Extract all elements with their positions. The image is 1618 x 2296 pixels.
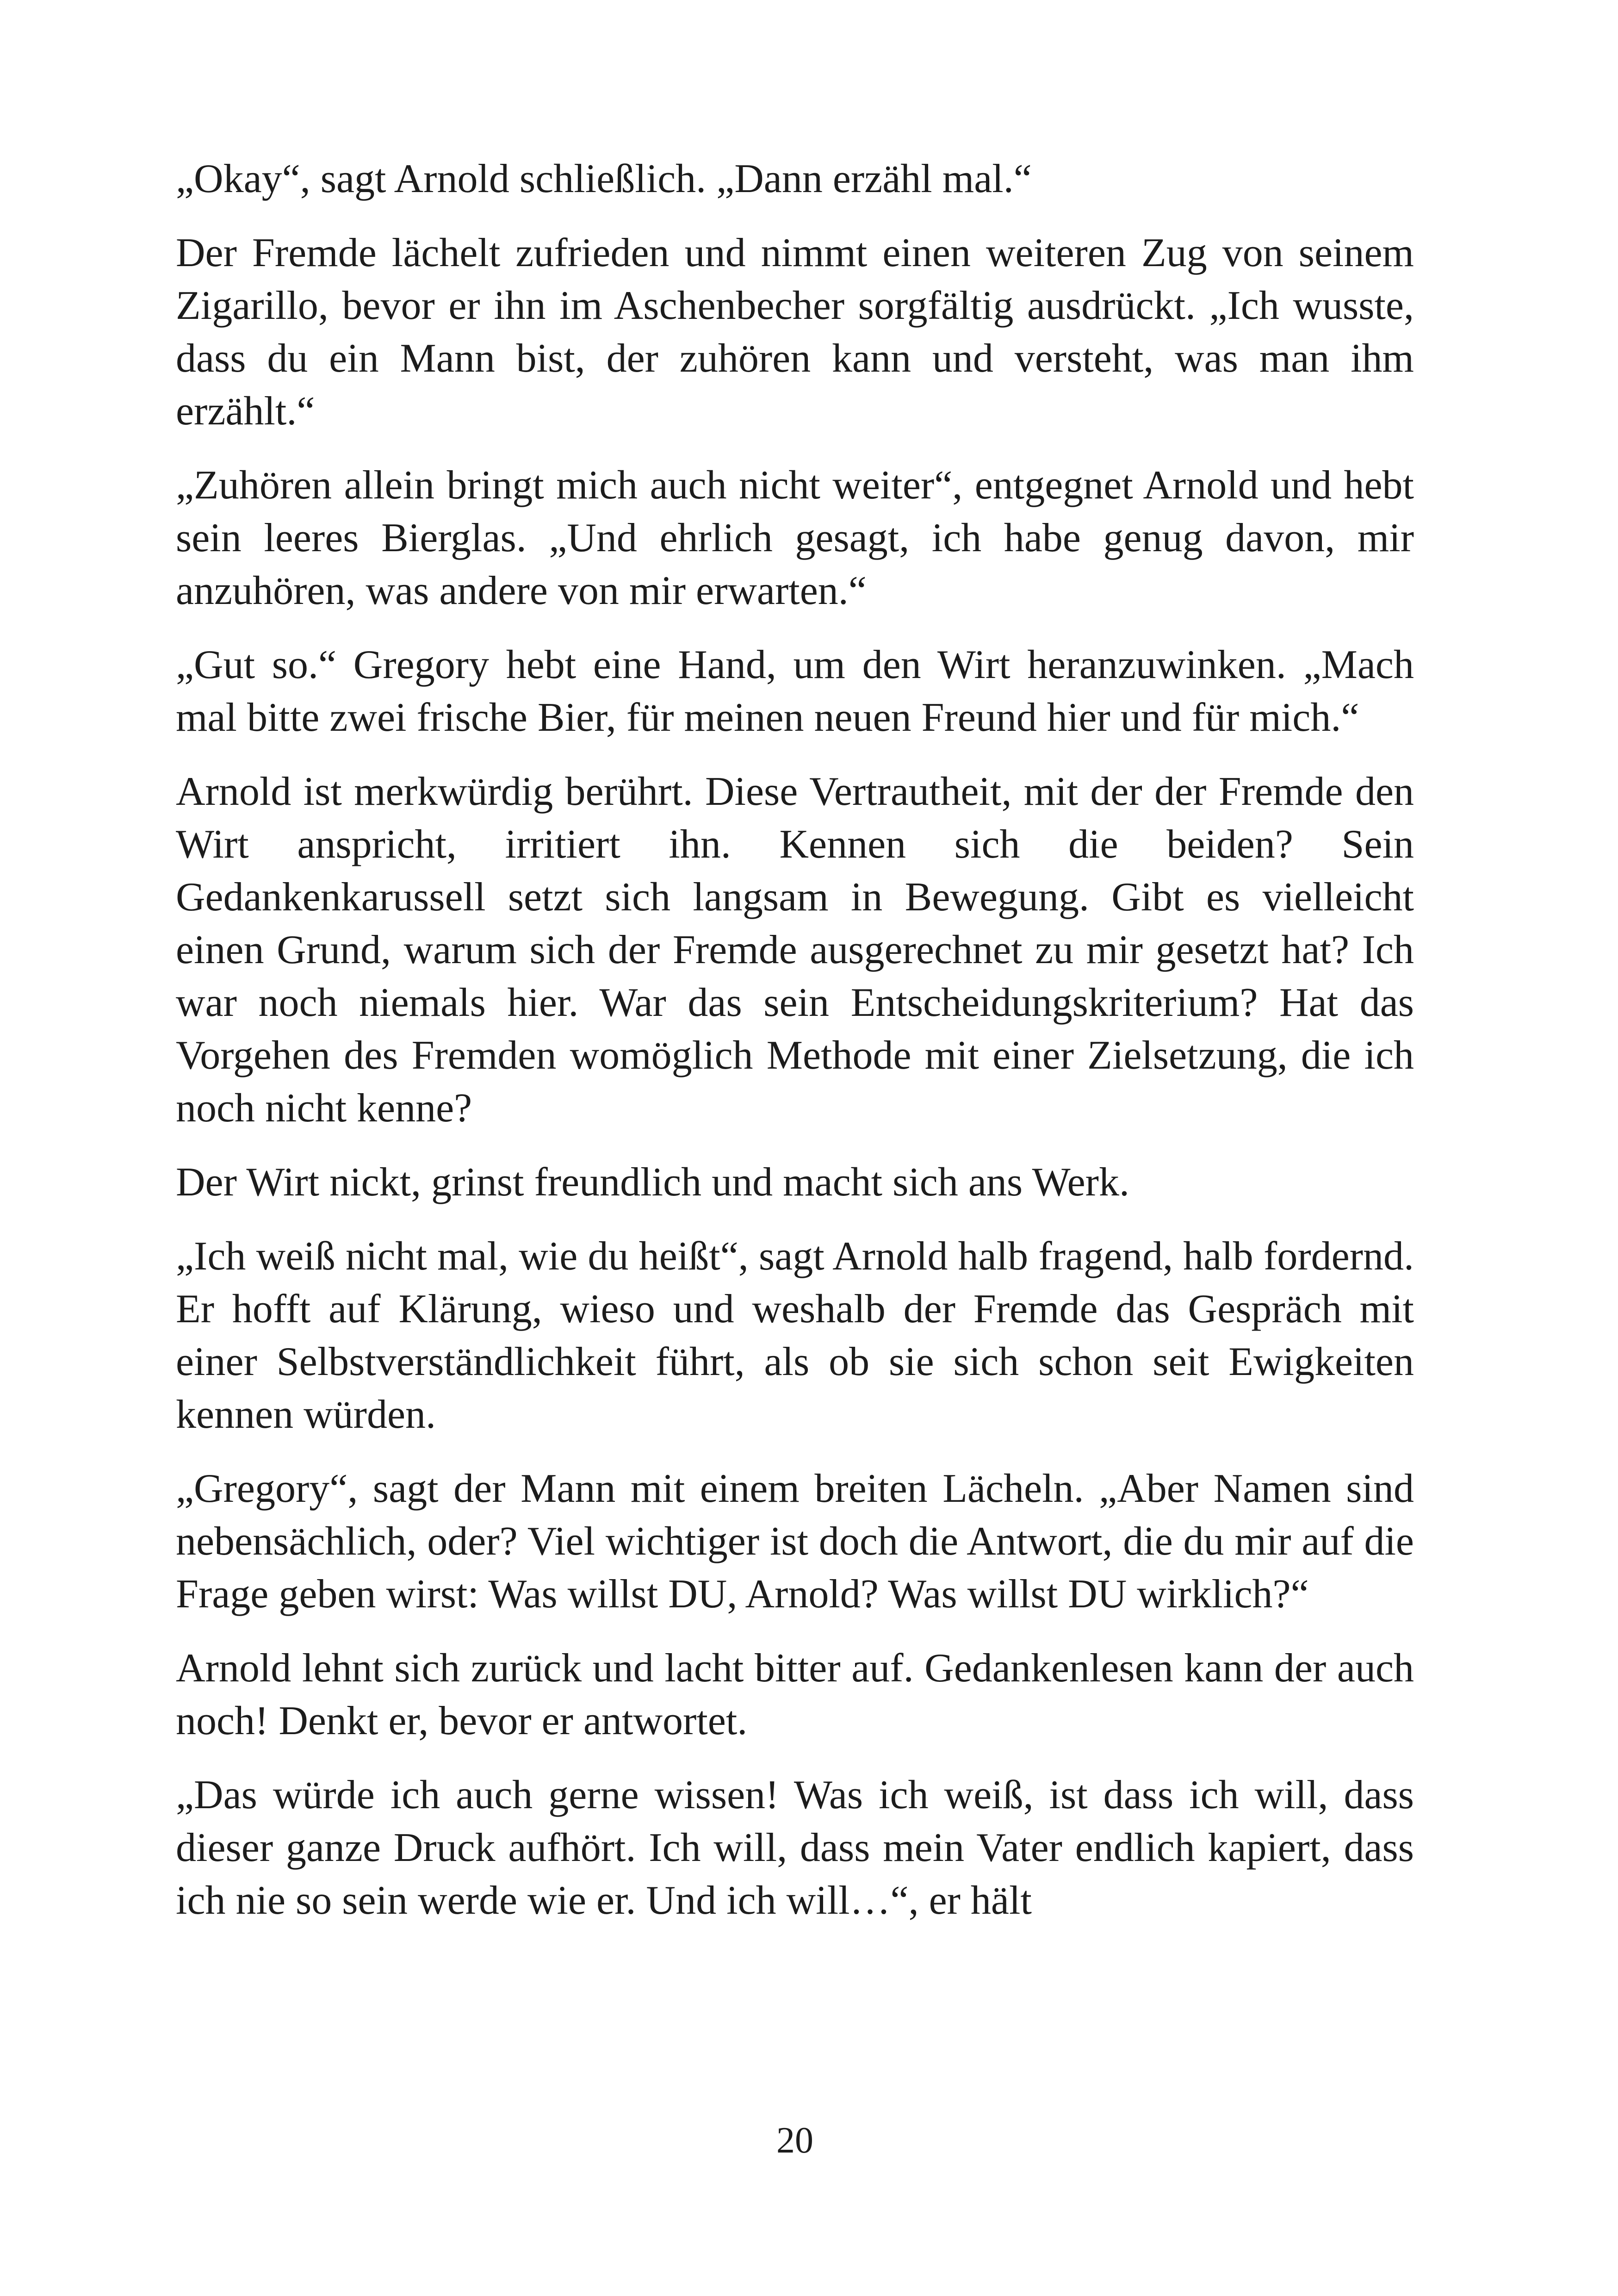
paragraph: Arnold ist merkwürdig berührt. Diese Vertrautheit, mit der der Fremde den Wirt anspricht, irritiert ihn. Kennen sich die beiden? Sein Gedankenkarussell setzt sich langsam in Bewegung. Gibt es vielleicht einen Grund, warum sich der Fremde ausgerechnet zu mir gesetzt hat? Ich war noch niemals hier. War das sein Entscheidungskriterium? Hat das Vorgehen des Fremden womöglich Methode mit einer Zielsetzung, die ich noch nicht kenne? — [176, 769, 1414, 1131]
paragraph: „Das würde ich auch gerne wissen! Was ich weiß, ist dass ich will, dass dieser ganze Druck aufhört. Ich will, dass mein Vater endlich kapiert, dass ich nie so sein werde wie er. Und ich will…“, er hält — [176, 1773, 1414, 1923]
paragraph: „Zuhören allein bringt mich auch nicht weiter“, entgegnet Arnold und hebt sein leeres Bierglas. „Und ehrlich gesagt, ich habe genug davon, mir anzuhören, was andere von mir erwarten.“ — [176, 463, 1414, 613]
paragraph: „Gregory“, sagt der Mann mit einem breiten Lächeln. „Aber Namen sind nebensächlich, oder? Viel wichtiger ist doch die Antwort, die du mir auf die Frage geben wirst: Was willst DU, Arnold? Was willst DU wirklich?“ — [176, 1466, 1414, 1617]
page-number: 20 — [776, 2120, 813, 2161]
text-block — [176, 153, 1414, 1927]
paragraph: „Okay“, sagt Arnold schließlich. „Dann erzähl mal.“ — [176, 156, 1032, 201]
paragraph: „Ich weiß nicht mal, wie du heißt“, sagt Arnold halb fragend, halb fordernd. Er hofft auf Klärung, wieso und weshalb der Fremde das Gespräch mit einer Selbstverständlichkeit führt, als ob sie sich schon seit Ewigkeiten kennen würden. — [176, 1234, 1414, 1437]
paragraph: Der Wirt nickt, grinst freundlich und macht sich ans Werk. — [176, 1160, 1129, 1205]
paragraph: Arnold lehnt sich zurück und lacht bitter auf. Gedankenlesen kann der auch noch! Denkt er, bevor er antwortet. — [176, 1646, 1414, 1743]
paragraph: „Gut so.“ Gregory hebt eine Hand, um den Wirt heranzuwinken. „Mach mal bitte zwei frische Bier, für meinen neuen Freund hier und für mich.“ — [176, 642, 1414, 740]
paragraph: Der Fremde lächelt zufrieden und nimmt einen weiteren Zug von seinem Zigarillo, bevor er ihn im Aschenbecher sorgfältig ausdrückt. „Ich wusste, dass du ein Mann bist, der zuhören kann und versteht, was man ihm erzählt.“ — [176, 230, 1414, 434]
